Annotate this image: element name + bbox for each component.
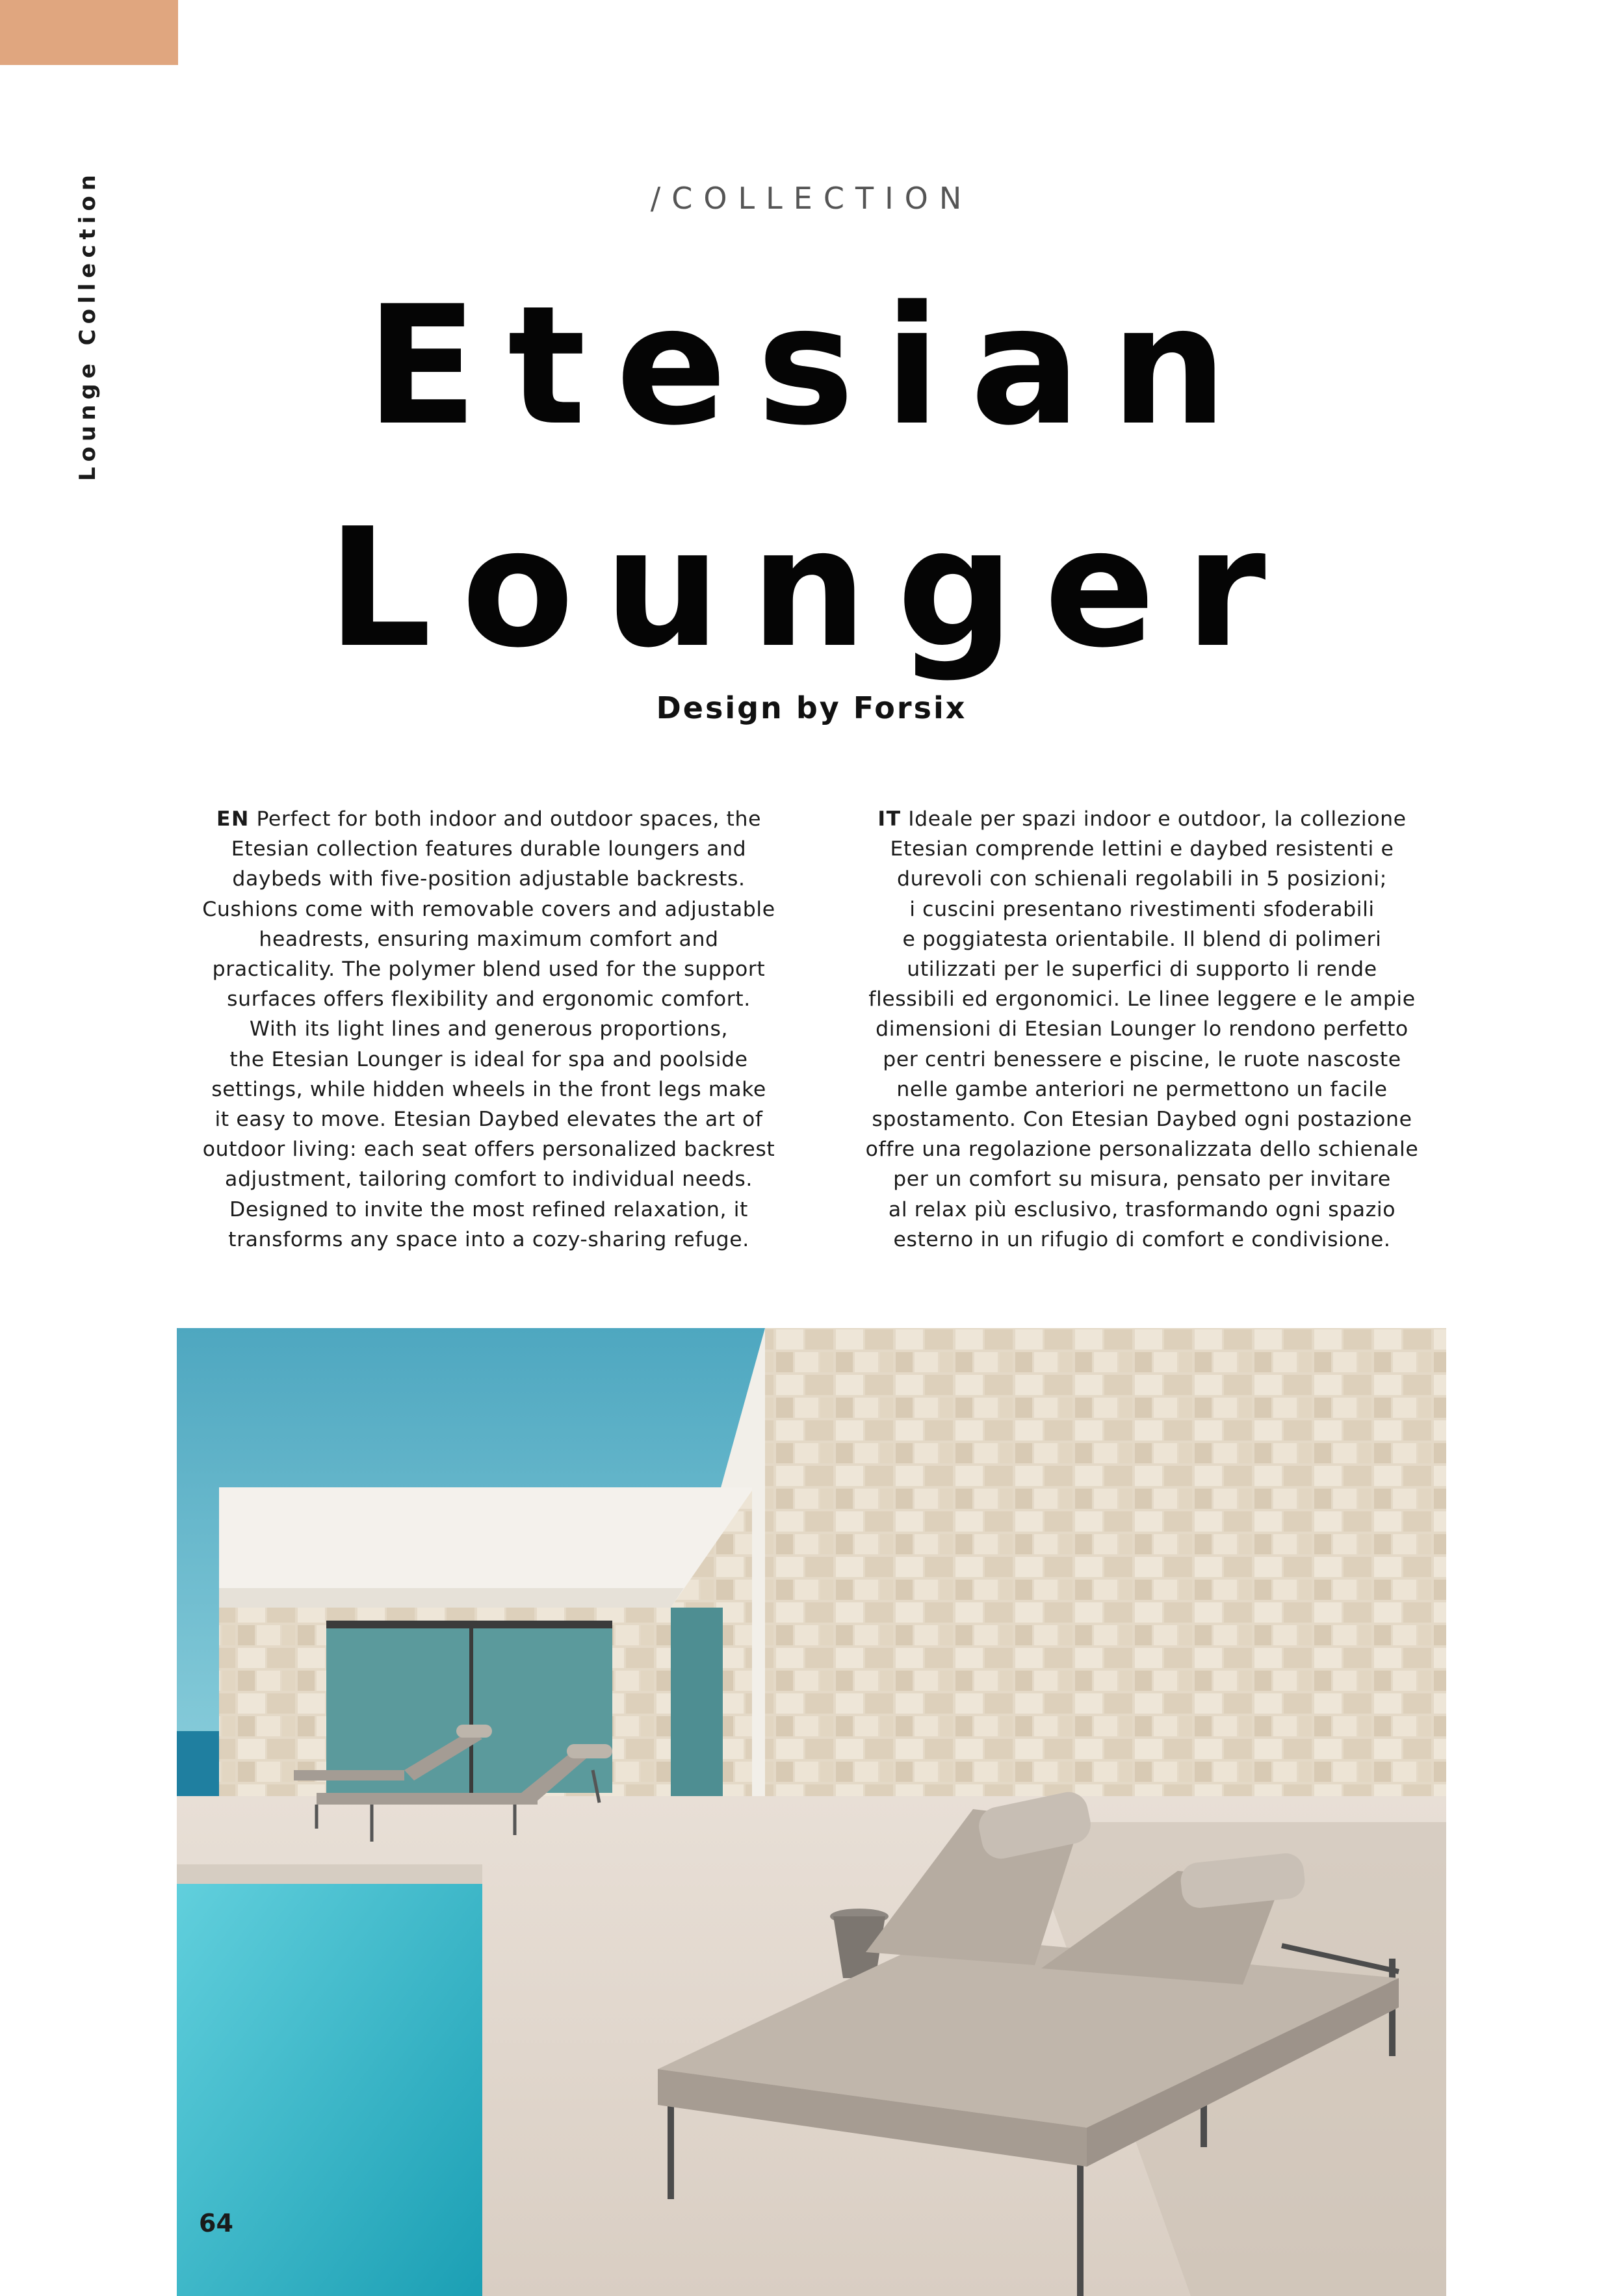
english-line: practicality. The polymer blend used for the support [212, 958, 766, 982]
page-number: 64 [199, 2209, 233, 2237]
pavilion-roof-edge [219, 1588, 684, 1608]
italian-line: utilizzati per le superfici di supporto li rende [907, 958, 1377, 982]
english-line: With its light lines and generous proportions, [249, 1017, 729, 1041]
designer-credit: Design by Forsix [656, 690, 967, 725]
italian-line: per un comfort su misura, pensato per invitare [893, 1168, 1391, 1192]
italian-line: offre una regolazione personalizzata dello schienale [865, 1138, 1419, 1162]
english-line: transforms any space into a cozy-sharing refuge. [228, 1227, 749, 1251]
italian-line: i cuscini presentano rivestimenti sfoderabili [909, 897, 1375, 921]
italian-line: esterno in un rifugio di comfort e condivisione. [893, 1227, 1391, 1251]
accent-tab [0, 0, 178, 65]
italian-line: al relax più esclusivo, trasformando ogni spazio [888, 1197, 1396, 1221]
english-line: the Etesian Lounger is ideal for spa and poolside [229, 1047, 748, 1071]
side-window [671, 1608, 723, 1796]
italian-line: e poggiatesta orientabile. Il blend di polimeri [902, 927, 1382, 951]
language-tag-it: IT [877, 807, 902, 831]
english-description [183, 804, 794, 1255]
product-photo [177, 1328, 1446, 2296]
italian-line: nelle gambe anteriori ne permettono un facile [896, 1077, 1388, 1101]
english-line: surfaces offers flexibility and ergonomic comfort. [227, 987, 751, 1011]
italian-line: flessibili ed ergonomici. Le linee leggere e le ampie [868, 987, 1416, 1011]
italian-line: Etesian comprende lettini e daybed resistenti e [890, 837, 1394, 861]
italian-line: IT Ideale per spazi indoor e outdoor, la collezione [877, 807, 1407, 831]
english-line: EN Perfect for both indoor and outdoor spaces, the [216, 807, 762, 831]
italian-line: per centri benessere e piscine, le ruote nascoste [883, 1047, 1401, 1071]
italian-line: spostamento. Con Etesian Daybed ogni postazione [872, 1108, 1412, 1132]
pool-coping [177, 1864, 482, 1884]
english-line: settings, while hidden wheels in the front legs make [211, 1077, 766, 1101]
english-line: Cushions come with removable covers and adjustable [202, 897, 775, 921]
stone-wall [765, 1328, 1446, 1822]
english-line: Etesian collection features durable loungers and [231, 837, 747, 861]
english-line: outdoor living: each seat offers personalized backrest [202, 1138, 775, 1162]
english-line: it easy to move. Etesian Daybed elevates the art of [214, 1108, 763, 1132]
language-tag-en: EN [216, 807, 250, 831]
italian-description [837, 804, 1448, 1255]
collection-kicker: /COLLECTION [650, 181, 973, 216]
section-label-text: Lounge Collection [75, 170, 101, 481]
poolside-scene-illustration [177, 1328, 1446, 2296]
english-line: Designed to invite the most refined relaxation, it [229, 1197, 748, 1221]
italian-line: durevoli con schienali regolabili in 5 posizioni; [897, 867, 1387, 891]
product-title-line-2: Lounger [327, 493, 1296, 684]
italian-line: dimensioni di Etesian Lounger lo rendono perfetto [876, 1017, 1409, 1041]
english-line: headrests, ensuring maximum comfort and [259, 927, 719, 951]
english-line: daybeds with five-position adjustable backrests. [232, 867, 746, 891]
english-line: adjustment, tailoring comfort to individual needs. [225, 1168, 753, 1192]
product-title-line-1: Etesian [365, 271, 1258, 462]
